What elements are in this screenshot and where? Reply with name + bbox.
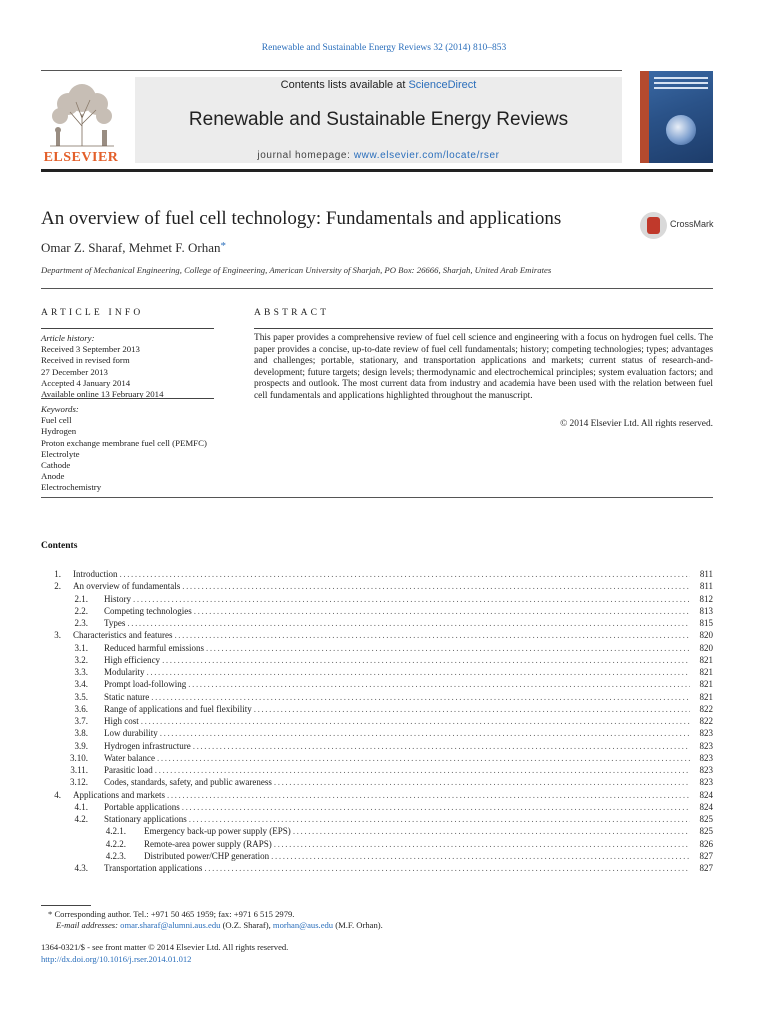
toc-entry[interactable]: [41, 642, 713, 654]
toc-entry[interactable]: [41, 789, 713, 801]
toc-entry-page[interactable]: 822: [699, 716, 713, 726]
masthead-top-rule: [41, 70, 622, 71]
crossmark-button[interactable]: [640, 212, 720, 242]
toc-entry[interactable]: [41, 825, 713, 837]
toc-entry-title[interactable]: Distributed power/CHP generation: [144, 850, 270, 861]
keyword-item: Electrolyte: [41, 448, 80, 459]
toc-entry[interactable]: [41, 838, 713, 850]
toc-entry-number: 2.: [54, 581, 61, 592]
toc-entry-title[interactable]: Hydrogen infrastructure: [104, 740, 191, 751]
toc-entry[interactable]: [41, 666, 713, 678]
keyword-item: Hydrogen: [41, 426, 77, 437]
keyword-item: Cathode: [41, 460, 71, 471]
toc-entry[interactable]: [41, 727, 713, 739]
toc-entry-title[interactable]: Modularity: [104, 667, 145, 677]
journal-cover-thumbnail[interactable]: [640, 71, 713, 163]
toc-entry-number: 4.2.2.: [105, 838, 126, 849]
article-info-heading: ARTICLE INFO: [41, 308, 144, 318]
toc-entry[interactable]: [41, 568, 713, 580]
toc-leader-dots: [162, 654, 690, 666]
toc-entry-title[interactable]: Types: [104, 618, 126, 628]
toc-entry-title[interactable]: Parasitic load: [104, 765, 153, 775]
toc-leader-dots: [188, 678, 690, 690]
toc-entry-title[interactable]: Transportation applications: [104, 863, 203, 873]
toc-leader-dots: [155, 764, 690, 776]
toc-entry-page[interactable]: 811: [699, 581, 713, 592]
toc-entry[interactable]: [41, 703, 713, 715]
toc-entry[interactable]: [41, 850, 713, 862]
abstract-text: This paper provides a comprehensive review of fuel cell science and engineering with a focus on hydrogen fuel cells. The paper provides a concise, up-to-date review of fuel cell fundamentals; history; competing technologies; types; advantages and challenges; portable, stationary, and transportation applications and markets; current status of research-and-development; future targets; design levels; thermodynamic and electrochemical principles; system evaluation factors; and prospects and outlook. The most current data from industry and academia have been used with the relation between fuel cell fundamentals and applications highlighted throughout the manuscript.: [254, 333, 713, 401]
toc-leader-dots: [182, 801, 690, 813]
toc-entry-page[interactable]: 815: [699, 618, 713, 628]
toc-leader-dots: [147, 666, 691, 678]
toc-entry[interactable]: [41, 617, 713, 629]
toc-entry-page[interactable]: 821: [699, 691, 713, 702]
toc-entry-page[interactable]: 827: [699, 850, 713, 861]
journal-citation[interactable]: Renewable and Sustainable Energy Reviews 32 (2014) 810–853: [261, 43, 507, 53]
toc-leader-dots: [141, 715, 690, 727]
toc-entry-number: 3.5.: [74, 691, 88, 702]
toc-entry-page[interactable]: 823: [699, 765, 713, 775]
contents-availability-line: [135, 79, 622, 91]
toc-entry-page[interactable]: 823: [699, 728, 713, 739]
toc-leader-dots: [271, 850, 690, 862]
toc-entry-number: 2.1.: [74, 593, 88, 604]
toc-entry[interactable]: [41, 813, 713, 825]
keyword-item: Electrochemistry: [41, 482, 102, 493]
email-footnote: [56, 920, 383, 930]
toc-leader-dots: [160, 727, 690, 739]
article-history-label: Article history:: [41, 333, 95, 343]
toc-entry[interactable]: [41, 629, 713, 641]
toc-leader-dots: [151, 691, 690, 703]
toc-entry-number: 3.7.: [74, 716, 88, 726]
toc-entry-number: 3.2.: [74, 654, 88, 665]
history-line: Received 3 September 2013: [41, 344, 140, 355]
toc-entry[interactable]: [41, 593, 713, 605]
toc-entry-page[interactable]: 821: [699, 679, 713, 690]
history-line: Available online 13 February 2014: [41, 389, 164, 400]
toc-entry-number: 4.1.: [74, 801, 88, 812]
toc-entry-page[interactable]: 820: [699, 642, 713, 653]
toc-entry[interactable]: [41, 764, 713, 776]
toc-entry-number: 3.4.: [74, 679, 88, 690]
toc-leader-dots: [293, 825, 690, 837]
toc-entry-page[interactable]: 824: [699, 801, 713, 812]
toc-entry-number: 4.2.3.: [105, 850, 126, 861]
journal-homepage-line: [135, 150, 622, 161]
toc-leader-dots: [206, 642, 690, 654]
toc-leader-dots: [174, 629, 690, 641]
toc-entry-number: 3.12.: [70, 777, 88, 788]
email-link-orhan[interactable]: morhan@aus.edu: [272, 920, 334, 930]
toc-leader-dots: [204, 862, 690, 874]
toc-entry-title[interactable]: An overview of fundamentals: [73, 581, 181, 592]
toc-entry[interactable]: [41, 580, 713, 592]
history-line: Accepted 4 January 2014: [41, 377, 131, 388]
toc-entry-number: 4.3.: [74, 863, 88, 873]
contents-heading: Contents: [41, 541, 78, 551]
corresponding-author-footnote: * Corresponding author. Tel.: +971 50 465 1959; fax: +971 6 515 2979.: [48, 909, 295, 919]
toc-entry-page[interactable]: 826: [699, 838, 713, 849]
keyword-item: Fuel cell: [41, 415, 72, 426]
doi-link[interactable]: http://dx.doi.org/10.1016/j.rser.2014.01.012: [41, 954, 192, 964]
toc-entry-page[interactable]: 821: [699, 654, 713, 665]
toc-leader-dots: [189, 813, 690, 825]
front-matter-rule: [41, 497, 713, 498]
toc-entry-number: 3.: [54, 630, 61, 641]
toc-entry-title[interactable]: High efficiency: [104, 654, 161, 665]
abstract-heading: ABSTRACT: [254, 308, 330, 318]
toc-entry-title[interactable]: Characteristics and features: [73, 630, 173, 641]
toc-entry[interactable]: [41, 740, 713, 752]
toc-entry-number: 2.3.: [74, 618, 88, 628]
email-label: E-mail addresses:: [56, 920, 118, 930]
toc-entry[interactable]: [41, 605, 713, 617]
toc-entry[interactable]: [41, 678, 713, 690]
email-owner-sharaf: (O.Z. Sharaf),: [220, 920, 273, 930]
toc-leader-dots: [182, 580, 690, 592]
toc-entry-title[interactable]: Applications and markets: [73, 789, 165, 800]
article-history: [41, 333, 231, 400]
toc-entry-title[interactable]: Reduced harmful emissions: [104, 642, 204, 653]
journal-homepage-link[interactable]: www.elsevier.com/locate/rser: [353, 150, 500, 161]
keywords-block: [41, 404, 231, 494]
homepage-prefix: journal homepage:: [257, 150, 354, 161]
toc-entry-number: 4.2.1.: [105, 826, 126, 837]
toc-entry[interactable]: [41, 691, 713, 703]
toc-entry-title[interactable]: Stationary applications: [104, 814, 187, 824]
masthead-bottom-rule: [41, 169, 713, 172]
toc-entry-page[interactable]: 825: [699, 814, 713, 824]
toc-leader-dots: [167, 789, 690, 801]
toc-leader-dots: [254, 703, 690, 715]
toc-entry-number: 3.3.: [74, 667, 88, 677]
toc-entry[interactable]: [41, 715, 713, 727]
toc-entry-title[interactable]: Range of applications and fuel flexibility: [104, 703, 252, 714]
toc-leader-dots: [120, 568, 691, 580]
toc-entry-number: 2.2.: [74, 605, 88, 616]
cover-title-lines: [654, 77, 708, 95]
toc-entry[interactable]: [41, 862, 713, 874]
toc-entry-title[interactable]: Prompt load-following: [104, 679, 187, 690]
toc-entry-title[interactable]: Low durability: [104, 728, 158, 739]
toc-leader-dots: [157, 752, 690, 764]
toc-entry[interactable]: [41, 752, 713, 764]
toc-entry-number: 4.2.: [74, 814, 88, 824]
toc-entry-page[interactable]: 811: [699, 569, 713, 579]
affiliation-rule: [41, 288, 713, 289]
journal-title: Renewable and Sustainable Energy Reviews: [188, 109, 569, 130]
sciencedirect-link[interactable]: ScienceDirect: [408, 79, 477, 91]
history-line: Received in revised form: [41, 355, 130, 366]
toc-entry-title[interactable]: Competing technologies: [104, 605, 192, 616]
elsevier-wordmark: ELSEVIER: [43, 150, 119, 165]
keywords-label: Keywords:: [41, 404, 79, 414]
author-affiliation: Department of Mechanical Engineering, College of Engineering, American University of Sharjah, PO Box: 26666, Sharjah, United Arab Emirates: [41, 265, 552, 275]
toc-leader-dots: [133, 593, 690, 605]
toc-leader-dots: [193, 740, 690, 752]
toc-entry-number: 3.6.: [74, 703, 88, 714]
abstract-rule: [254, 328, 713, 329]
toc-entry-page[interactable]: 823: [699, 752, 713, 763]
toc-leader-dots: [194, 605, 690, 617]
toc-entry[interactable]: [41, 801, 713, 813]
author-names: Omar Z. Sharaf, Mehmet F. Orhan: [41, 240, 221, 255]
table-of-contents: [41, 568, 713, 874]
author-list: [41, 240, 226, 256]
toc-entry-number: 3.1.: [74, 642, 88, 653]
toc-entry-title[interactable]: Remote-area power supply (RAPS): [144, 838, 272, 849]
email-link-sharaf[interactable]: omar.sharaf@alumni.aus.edu: [120, 920, 221, 930]
article-info-rule: [41, 328, 214, 329]
toc-entry-title[interactable]: Codes, standards, safety, and public awareness: [104, 777, 272, 788]
toc-entry-page[interactable]: 812: [699, 593, 713, 604]
toc-entry-number: 3.11.: [70, 765, 88, 775]
email-owner-orhan: (M.F. Orhan).: [333, 920, 383, 930]
toc-entry-number: 1.: [54, 569, 61, 579]
crossmark-label: CrossMark: [670, 219, 714, 229]
keyword-item: Proton exchange membrane fuel cell (PEMFC): [41, 437, 207, 448]
toc-leader-dots: [127, 617, 690, 629]
toc-entry-number: 4.: [54, 789, 61, 800]
toc-entry-title[interactable]: Introduction: [73, 569, 118, 579]
toc-leader-dots: [274, 776, 690, 788]
history-keywords-rule: [41, 398, 214, 399]
toc-entry-page[interactable]: 820: [699, 630, 713, 641]
toc-leader-dots: [274, 838, 690, 850]
footnote-rule: [41, 905, 91, 906]
toc-entry-title[interactable]: Portable applications: [104, 801, 180, 812]
toc-entry-page[interactable]: 824: [699, 789, 713, 800]
toc-entry-number: 3.9.: [74, 740, 88, 751]
toc-entry[interactable]: [41, 654, 713, 666]
toc-entry-number: 3.8.: [74, 728, 88, 739]
toc-entry-page[interactable]: 827: [699, 863, 713, 873]
corresponding-author-mark[interactable]: *: [220, 240, 226, 252]
toc-entry-page[interactable]: 825: [699, 826, 713, 837]
toc-entry-page[interactable]: 813: [699, 605, 713, 616]
abstract-copyright: © 2014 Elsevier Ltd. All rights reserved.: [560, 419, 713, 429]
toc-entry[interactable]: [41, 776, 713, 788]
toc-entry-number: 3.10.: [70, 752, 88, 763]
article-title: An overview of fuel cell technology: Fundamentals and applications: [41, 208, 562, 229]
toc-entry-title[interactable]: History: [104, 593, 131, 604]
toc-entry-page[interactable]: 823: [699, 777, 713, 788]
toc-entry-title[interactable]: High cost: [104, 716, 139, 726]
toc-entry-title[interactable]: Water balance: [104, 752, 155, 763]
toc-entry-page[interactable]: 823: [699, 740, 713, 751]
toc-entry-title[interactable]: Static nature: [104, 691, 150, 702]
toc-entry-title[interactable]: Emergency back-up power supply (EPS): [144, 826, 291, 837]
contents-prefix: Contents lists available at: [280, 79, 409, 91]
history-line: 27 December 2013: [41, 366, 108, 377]
toc-entry-page[interactable]: 822: [699, 703, 713, 714]
toc-entry-page[interactable]: 821: [699, 667, 713, 677]
issn-line: 1364-0321/$ - see front matter © 2014 Elsevier Ltd. All rights reserved.: [41, 942, 289, 952]
crossmark-icon: [640, 212, 667, 239]
keyword-item: Anode: [41, 471, 65, 482]
cover-globe-icon: [666, 115, 696, 145]
cover-spine-strip: [640, 71, 649, 163]
